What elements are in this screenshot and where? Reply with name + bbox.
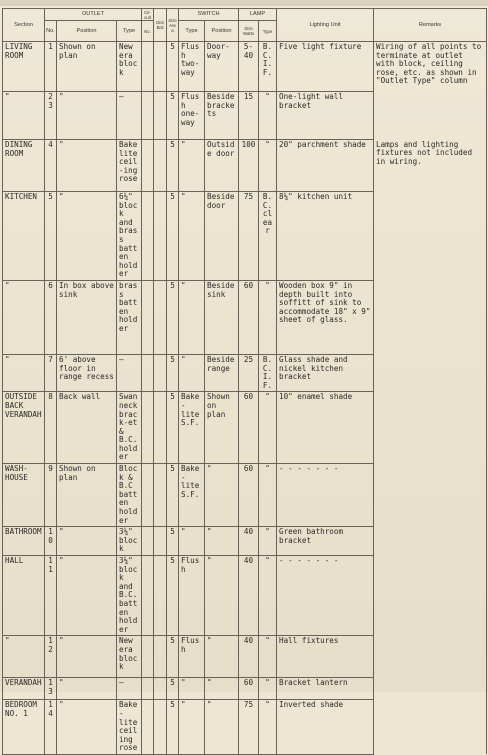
header-size: Size Area xyxy=(167,9,179,42)
header-outlet-no: No. xyxy=(45,21,57,42)
table-row xyxy=(3,42,487,92)
outlet-type-cell: 3¼" block and B.C. batten holder xyxy=(117,556,142,636)
lamp-watts-cell: 40 xyxy=(239,556,259,636)
outlet-type-cell: – xyxy=(117,92,142,140)
size-area-cell: 5 xyxy=(167,354,179,391)
lamp-watts-cell: 15 xyxy=(239,92,259,140)
size-area-cell: 5 xyxy=(167,192,179,281)
outlet-type-cell: brass batten holder xyxy=(117,280,142,354)
outlet-no-cell: 14 xyxy=(45,700,57,755)
dist-board-cell xyxy=(154,527,167,556)
switch-type-cell: " xyxy=(179,527,205,556)
switch-type-cell: " xyxy=(179,678,205,700)
size-area-cell: 5 xyxy=(167,42,179,92)
circuit-no-cell xyxy=(142,354,154,391)
outlet-type-cell: New era block xyxy=(117,636,142,678)
switch-type-cell: Flush one-way xyxy=(179,92,205,140)
switch-type-cell: " xyxy=(179,192,205,281)
header-lamp: LAMP xyxy=(239,9,277,21)
lamp-type-cell: " xyxy=(259,140,277,192)
switch-type-cell: Flush xyxy=(179,636,205,678)
outlet-position-cell: Back wall xyxy=(57,392,117,464)
switch-position-cell: Beside range xyxy=(205,354,239,391)
dist-board-cell xyxy=(154,140,167,192)
outlet-position-cell: Shown on plan xyxy=(57,464,117,527)
switch-position-cell: " xyxy=(205,556,239,636)
switch-position-cell: Shown on plan xyxy=(205,392,239,464)
switch-type-cell: Bake-lite S.F. xyxy=(179,392,205,464)
table-row xyxy=(3,700,487,755)
section-cell: OUTSIDE BACK VERANDAH xyxy=(3,392,45,464)
size-area-cell: 5 xyxy=(167,92,179,140)
switch-position-cell: Beside door xyxy=(205,192,239,281)
lamp-watts-cell: 25 xyxy=(239,354,259,391)
outlet-position-cell: " xyxy=(57,678,117,700)
table-row xyxy=(3,354,487,391)
header-switch-position: Position xyxy=(205,21,239,42)
lamp-type-cell: " xyxy=(259,678,277,700)
outlet-position-cell: " xyxy=(57,556,117,636)
circuit-no-cell xyxy=(142,92,154,140)
lighting-unit-cell: Bracket lantern xyxy=(277,678,374,700)
lighting-unit-cell: One-light wall bracket xyxy=(277,92,374,140)
header-lamp-type: Type xyxy=(259,21,277,42)
outlet-position-cell: In box above sink xyxy=(57,280,117,354)
outlet-type-cell: – xyxy=(117,678,142,700)
switch-type-cell: Bake-lite S.F. xyxy=(179,464,205,527)
size-area-cell: 5 xyxy=(167,527,179,556)
header-switch-type: Type xyxy=(179,21,205,42)
lamp-watts-cell: 75 xyxy=(239,192,259,281)
header-circuit: Cir-cuit xyxy=(142,9,154,21)
header-remarks: Remarks xyxy=(374,9,487,42)
section-cell: " xyxy=(3,280,45,354)
lamp-type-cell: " xyxy=(259,280,277,354)
table-row xyxy=(3,392,487,464)
lamp-type-cell: " xyxy=(259,392,277,464)
remarks-cell xyxy=(374,464,487,527)
remarks-cell xyxy=(374,700,487,755)
remarks-cell: Wiring of all points to terminate at outlet with block, ceiling rose, etc. as shown in "Outlet Type" column xyxy=(374,42,487,92)
outlet-no-cell: 4 xyxy=(45,140,57,192)
section-cell: LIVING ROOM xyxy=(3,42,45,92)
outlet-type-cell: Block & B.C batten holder xyxy=(117,464,142,527)
switch-position-cell: Beside brackets xyxy=(205,92,239,140)
outlet-position-cell: " xyxy=(57,192,117,281)
lamp-type-cell: " xyxy=(259,527,277,556)
remarks-cell xyxy=(374,354,487,391)
header-circuit-no: No. xyxy=(142,21,154,42)
circuit-no-cell xyxy=(142,678,154,700)
dist-board-cell xyxy=(154,42,167,92)
header-dist: Dist Brd xyxy=(154,9,167,42)
outlet-type-cell: 6¼" block and brass batten holder xyxy=(117,192,142,281)
outlet-no-cell: 11 xyxy=(45,556,57,636)
lighting-unit-cell: - - - - - - - xyxy=(277,464,374,527)
switch-position-cell: " xyxy=(205,527,239,556)
header-lamp-size: Size Watts xyxy=(239,21,259,42)
dist-board-cell xyxy=(154,392,167,464)
circuit-no-cell xyxy=(142,464,154,527)
lamp-type-cell: B.C. clear xyxy=(259,192,277,281)
outlet-no-cell: 10 xyxy=(45,527,57,556)
circuit-no-cell xyxy=(142,392,154,464)
switch-type-cell: " xyxy=(179,140,205,192)
outlet-type-cell: – xyxy=(117,354,142,391)
outlet-position-cell: " xyxy=(57,527,117,556)
lamp-watts-cell: 5-40 xyxy=(239,42,259,92)
dist-board-cell xyxy=(154,280,167,354)
outlet-no-cell: 1 xyxy=(45,42,57,92)
dist-board-cell xyxy=(154,464,167,527)
section-cell: VERANDAH xyxy=(3,678,45,700)
outlet-no-cell: 6 xyxy=(45,280,57,354)
section-cell: DINING ROOM xyxy=(3,140,45,192)
header-outlet-position: Position xyxy=(57,21,117,42)
table-row xyxy=(3,527,487,556)
lamp-type-cell: " xyxy=(259,92,277,140)
remarks-cell xyxy=(374,280,487,354)
switch-type-cell: Flush xyxy=(179,556,205,636)
switch-position-cell: " xyxy=(205,678,239,700)
outlet-position-cell: " xyxy=(57,636,117,678)
lamp-watts-cell: 40 xyxy=(239,527,259,556)
lighting-unit-cell: Five light fixture xyxy=(277,42,374,92)
remarks-cell: Lamps and lighting fixtures not included in wiring. xyxy=(374,140,487,192)
remarks-cell xyxy=(374,556,487,636)
section-cell: BATHROOM xyxy=(3,527,45,556)
outlet-type-cell: New era block xyxy=(117,42,142,92)
lamp-watts-cell: 60 xyxy=(239,464,259,527)
header-outlet-type: Type xyxy=(117,21,142,42)
size-area-cell: 5 xyxy=(167,464,179,527)
lamp-watts-cell: 75 xyxy=(239,700,259,755)
outlet-position-cell: " xyxy=(57,700,117,755)
switch-position-cell: " xyxy=(205,464,239,527)
outlet-type-cell: Bake lite ceil-ing rose xyxy=(117,140,142,192)
top-strip xyxy=(0,0,488,6)
table-row xyxy=(3,192,487,281)
lighting-unit-cell: - - - - - - - xyxy=(277,556,374,636)
section-cell: HALL xyxy=(3,556,45,636)
remarks-cell xyxy=(374,192,487,281)
size-area-cell: 5 xyxy=(167,556,179,636)
header-lighting-unit: Lighting Unit xyxy=(277,9,374,42)
lamp-type-cell: " xyxy=(259,636,277,678)
switch-position-cell: Outside door xyxy=(205,140,239,192)
lamp-type-cell: " xyxy=(259,556,277,636)
table-row xyxy=(3,556,487,636)
header-section: Section xyxy=(3,9,45,42)
circuit-no-cell xyxy=(142,140,154,192)
section-cell: BEDROOM NO. 1 xyxy=(3,700,45,755)
switch-type-cell: " xyxy=(179,280,205,354)
outlet-no-cell: 2 3 xyxy=(45,92,57,140)
lighting-unit-cell: Hall fixtures xyxy=(277,636,374,678)
header-switch: SWITCH xyxy=(179,9,239,21)
lamp-type-cell: B.C. I.F. xyxy=(259,354,277,391)
outlet-type-cell: Bake-lite ceiling rose xyxy=(117,700,142,755)
section-cell: " xyxy=(3,636,45,678)
circuit-no-cell xyxy=(142,556,154,636)
lamp-watts-cell: 60 xyxy=(239,392,259,464)
lamp-watts-cell: 40 xyxy=(239,636,259,678)
dist-board-cell xyxy=(154,556,167,636)
section-cell: KITCHEN xyxy=(3,192,45,281)
outlet-no-cell: 7 xyxy=(45,354,57,391)
circuit-no-cell xyxy=(142,192,154,281)
lamp-watts-cell: 60 xyxy=(239,280,259,354)
lighting-unit-cell: 20" parchment shade xyxy=(277,140,374,192)
switch-type-cell: Flush two-way xyxy=(179,42,205,92)
lamp-watts-cell: 100 xyxy=(239,140,259,192)
outlet-position-cell: " xyxy=(57,92,117,140)
size-area-cell: 5 xyxy=(167,678,179,700)
circuit-no-cell xyxy=(142,280,154,354)
outlet-no-cell: 8 xyxy=(45,392,57,464)
section-cell: WASH-HOUSE xyxy=(3,464,45,527)
lighting-unit-cell: 10" enamel shade xyxy=(277,392,374,464)
table-row xyxy=(3,464,487,527)
remarks-cell xyxy=(374,392,487,464)
lighting-unit-cell: Inverted shade xyxy=(277,700,374,755)
switch-type-cell: " xyxy=(179,700,205,755)
section-cell: " xyxy=(3,92,45,140)
outlet-no-cell: 13 xyxy=(45,678,57,700)
outlet-position-cell: Shown on plan xyxy=(57,42,117,92)
outlet-type-cell: Swan neck brack-et & B.C. holder xyxy=(117,392,142,464)
lamp-watts-cell: 60 xyxy=(239,678,259,700)
outlet-position-cell: " xyxy=(57,140,117,192)
remarks-cell xyxy=(374,92,487,140)
outlet-no-cell: 9 xyxy=(45,464,57,527)
dist-board-cell xyxy=(154,92,167,140)
circuit-no-cell xyxy=(142,527,154,556)
circuit-no-cell xyxy=(142,636,154,678)
size-area-cell: 5 xyxy=(167,140,179,192)
size-area-cell: 5 xyxy=(167,636,179,678)
circuit-no-cell xyxy=(142,42,154,92)
lighting-unit-cell: Green bathroom bracket xyxy=(277,527,374,556)
remarks-cell xyxy=(374,636,487,678)
lighting-unit-cell: Glass shade and nickel kitchen bracket xyxy=(277,354,374,391)
switch-position-cell: Door-way xyxy=(205,42,239,92)
dist-board-cell xyxy=(154,354,167,391)
table-row xyxy=(3,92,487,140)
lighting-schedule-table xyxy=(2,8,487,755)
remarks-cell xyxy=(374,678,487,700)
section-cell: " xyxy=(3,354,45,391)
table-row xyxy=(3,636,487,678)
dist-board-cell xyxy=(154,678,167,700)
dist-board-cell xyxy=(154,192,167,281)
table-row xyxy=(3,678,487,700)
outlet-position-cell: 6' above floor in range recess xyxy=(57,354,117,391)
lighting-unit-cell: Wooden box 9" in depth built into soffitt of sink to accommodate 18" x 9" sheet of glass. xyxy=(277,280,374,354)
table-row xyxy=(3,140,487,192)
size-area-cell: 5 xyxy=(167,392,179,464)
switch-position-cell: Beside sink xyxy=(205,280,239,354)
circuit-no-cell xyxy=(142,700,154,755)
switch-position-cell: " xyxy=(205,636,239,678)
switch-type-cell: " xyxy=(179,354,205,391)
outlet-no-cell: 12 xyxy=(45,636,57,678)
switch-position-cell: " xyxy=(205,700,239,755)
size-area-cell: 5 xyxy=(167,700,179,755)
size-area-cell: 5 xyxy=(167,280,179,354)
dist-board-cell xyxy=(154,636,167,678)
lamp-type-cell: " xyxy=(259,464,277,527)
outlet-no-cell: 5 xyxy=(45,192,57,281)
lighting-unit-cell: 8¼" kitchen unit xyxy=(277,192,374,281)
lamp-type-cell: B.C. I.F. xyxy=(259,42,277,92)
dist-board-cell xyxy=(154,700,167,755)
header-outlet: OUTLET xyxy=(45,9,142,21)
table-row xyxy=(3,280,487,354)
remarks-cell xyxy=(374,527,487,556)
outlet-type-cell: 3¼" block xyxy=(117,527,142,556)
lamp-type-cell: " xyxy=(259,700,277,755)
